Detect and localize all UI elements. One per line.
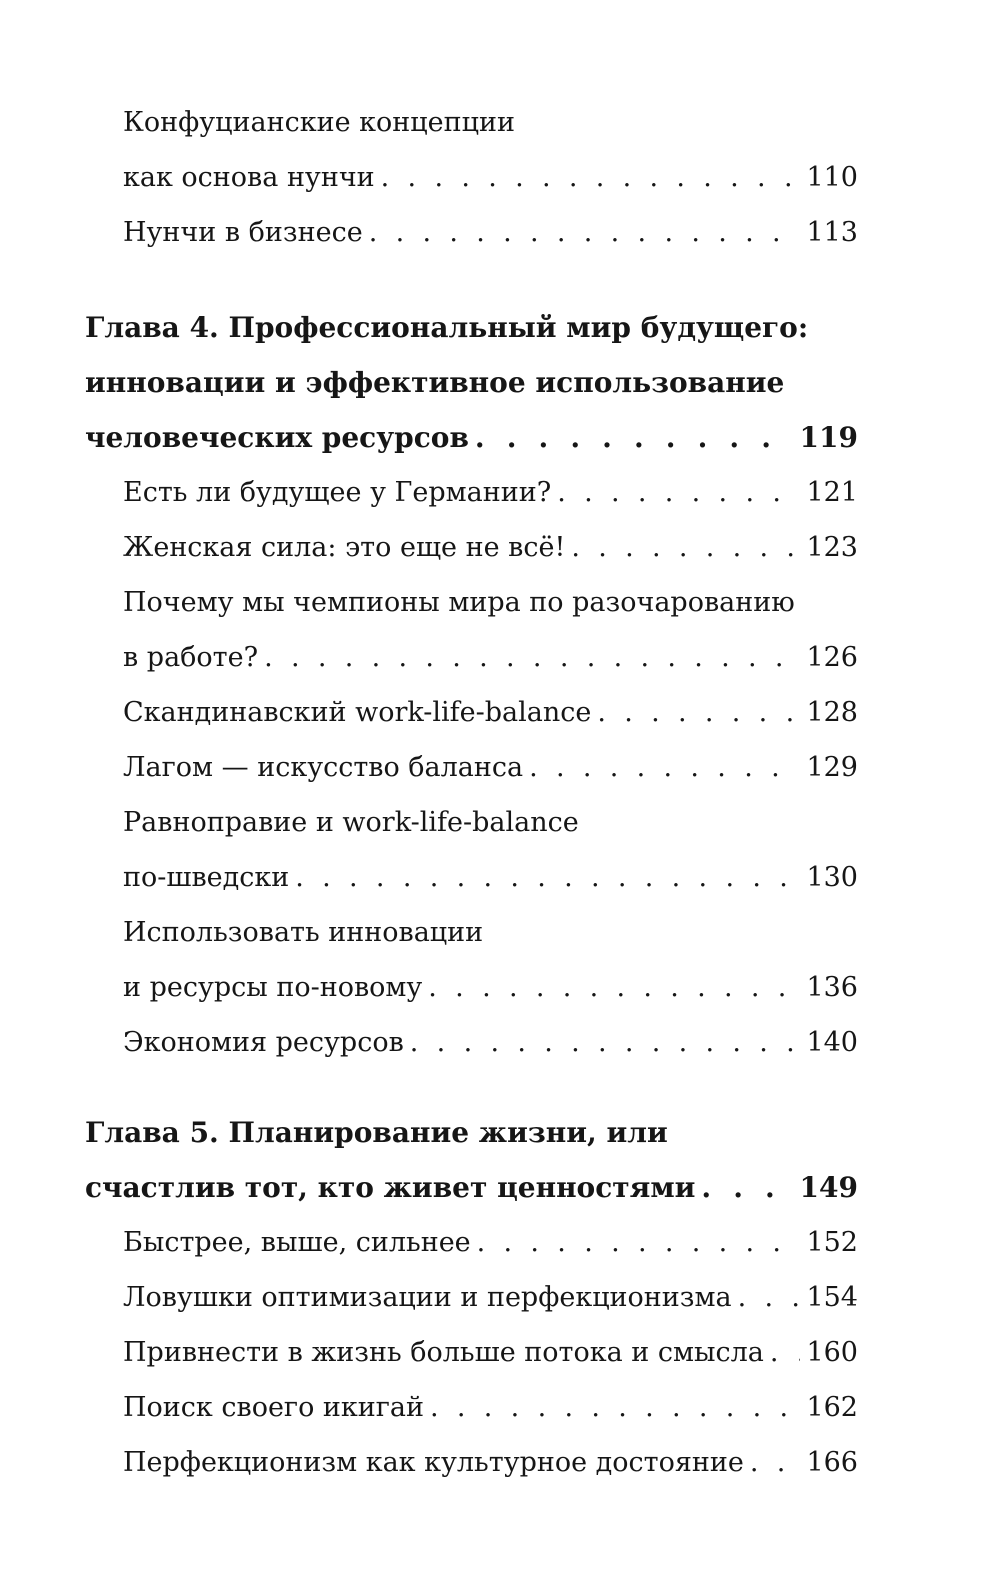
toc-entry-equality-line1[interactable] <box>123 796 858 850</box>
toc-entry-title: Использовать инновации <box>123 917 484 948</box>
chapter-5-heading-line2[interactable] <box>85 1161 858 1215</box>
chapter-title: Глава 5. Планирование жизни, или <box>85 1116 668 1149</box>
toc-entry-innovation-line1[interactable] <box>123 906 858 960</box>
toc-entry-title: Конфуцианские концепции <box>123 107 515 138</box>
toc-page-number: 162 <box>806 1392 858 1423</box>
toc-entry-lagom[interactable] <box>123 741 858 795</box>
toc-entry-innovation-line2[interactable] <box>123 961 858 1015</box>
dot-leader <box>571 521 800 575</box>
toc-entry-title: и ресурсы по-новому <box>123 972 423 1003</box>
toc-page-number: 160 <box>806 1337 858 1368</box>
dot-leader <box>430 1381 800 1435</box>
dot-leader <box>529 741 800 795</box>
dot-leader <box>750 1436 801 1490</box>
toc-entry-nunchi-business[interactable] <box>123 206 858 260</box>
toc-entry-title: Экономия ресурсов <box>123 1027 404 1058</box>
dot-leader <box>369 206 801 260</box>
toc-entry-faster-higher[interactable] <box>123 1216 858 1270</box>
toc-entry-disappointment-line2[interactable] <box>123 631 858 685</box>
toc-page-number: 154 <box>806 1282 858 1313</box>
toc-entry-title: Поиск своего икигай <box>123 1392 425 1423</box>
toc-page-number: 126 <box>806 642 858 673</box>
toc-entry-scandinavian-balance[interactable] <box>123 686 858 740</box>
chapter-5-heading-line1[interactable] <box>85 1106 858 1160</box>
toc-entry-equality-line2[interactable] <box>123 851 858 905</box>
toc-entry-title: Привнести в жизнь больше потока и смысла <box>123 1337 764 1368</box>
dot-leader <box>738 1271 801 1325</box>
toc-page-number: 136 <box>806 972 858 1003</box>
toc-entry-confucian-line1[interactable] <box>123 96 858 150</box>
toc-page-number: 121 <box>806 477 858 508</box>
toc-page-number: 113 <box>806 217 858 248</box>
toc-entry-ikigai[interactable] <box>123 1381 858 1435</box>
toc-entry-title: Лагом — искусство баланса <box>123 752 524 783</box>
toc-page-number: 128 <box>806 697 858 728</box>
toc-entry-title: Перфекционизм как культурное достояние <box>123 1447 744 1478</box>
toc-page-number: 152 <box>806 1227 858 1258</box>
dot-leader <box>770 1326 801 1380</box>
chapter-title: человеческих ресурсов <box>85 421 469 454</box>
toc-entry-germany-future[interactable] <box>123 466 858 520</box>
dot-leader <box>701 1161 793 1215</box>
chapter-4-heading-line1[interactable] <box>85 301 858 355</box>
toc-entry-title: Ловушки оптимизации и перфекционизма <box>123 1282 732 1313</box>
toc-entry-title: в работе? <box>123 642 259 673</box>
chapter-4-heading-line3[interactable] <box>85 411 858 465</box>
chapter-title: инновации и эффективное использование <box>85 366 785 399</box>
dot-leader <box>477 1216 801 1270</box>
toc-entry-title: по-шведски <box>123 862 290 893</box>
toc-entry-title: Скандинавский work-life-balance <box>123 697 592 728</box>
toc-entry-optimization-traps[interactable] <box>123 1271 858 1325</box>
toc-entry-perfectionism-heritage[interactable] <box>123 1436 858 1490</box>
dot-leader <box>264 631 800 685</box>
toc-entry-confucian-line2[interactable] <box>123 151 858 205</box>
toc-entry-title: Есть ли будущее у Германии? <box>123 477 552 508</box>
dot-leader <box>428 961 800 1015</box>
dot-leader <box>410 1016 801 1070</box>
chapter-title: счастлив тот, кто живет ценностями <box>85 1171 696 1204</box>
chapter-page-number: 119 <box>799 421 858 454</box>
dot-leader <box>475 411 794 465</box>
toc-entry-title: Быстрее, выше, сильнее <box>123 1227 471 1258</box>
dot-leader <box>381 151 801 205</box>
toc-entry-title: как основа нунчи <box>123 162 375 193</box>
chapter-4-heading-line2[interactable] <box>85 356 858 410</box>
toc-entry-title: Женская сила: это еще не всё! <box>123 532 566 563</box>
toc-entry-flow-meaning[interactable] <box>123 1326 858 1380</box>
toc-entry-title: Почему мы чемпионы мира по разочарованию <box>123 587 795 618</box>
dot-leader <box>597 686 800 740</box>
dot-leader <box>295 851 800 905</box>
toc-entry-title: Равноправие и work-life-balance <box>123 807 579 838</box>
chapter-page-number: 149 <box>799 1171 858 1204</box>
toc-entry-resource-saving[interactable] <box>123 1016 858 1070</box>
toc-page-number: 140 <box>806 1027 858 1058</box>
toc-entry-disappointment-line1[interactable] <box>123 576 858 630</box>
toc-page-number: 110 <box>806 162 858 193</box>
toc-page-number: 129 <box>806 752 858 783</box>
dot-leader <box>557 466 800 520</box>
toc-page-number: 123 <box>806 532 858 563</box>
toc-page-number: 130 <box>806 862 858 893</box>
chapter-title: Глава 4. Профессиональный мир будущего: <box>85 311 809 344</box>
toc-page-number: 166 <box>806 1447 858 1478</box>
toc-entry-title: Нунчи в бизнесе <box>123 217 363 248</box>
toc-entry-female-power[interactable] <box>123 521 858 575</box>
